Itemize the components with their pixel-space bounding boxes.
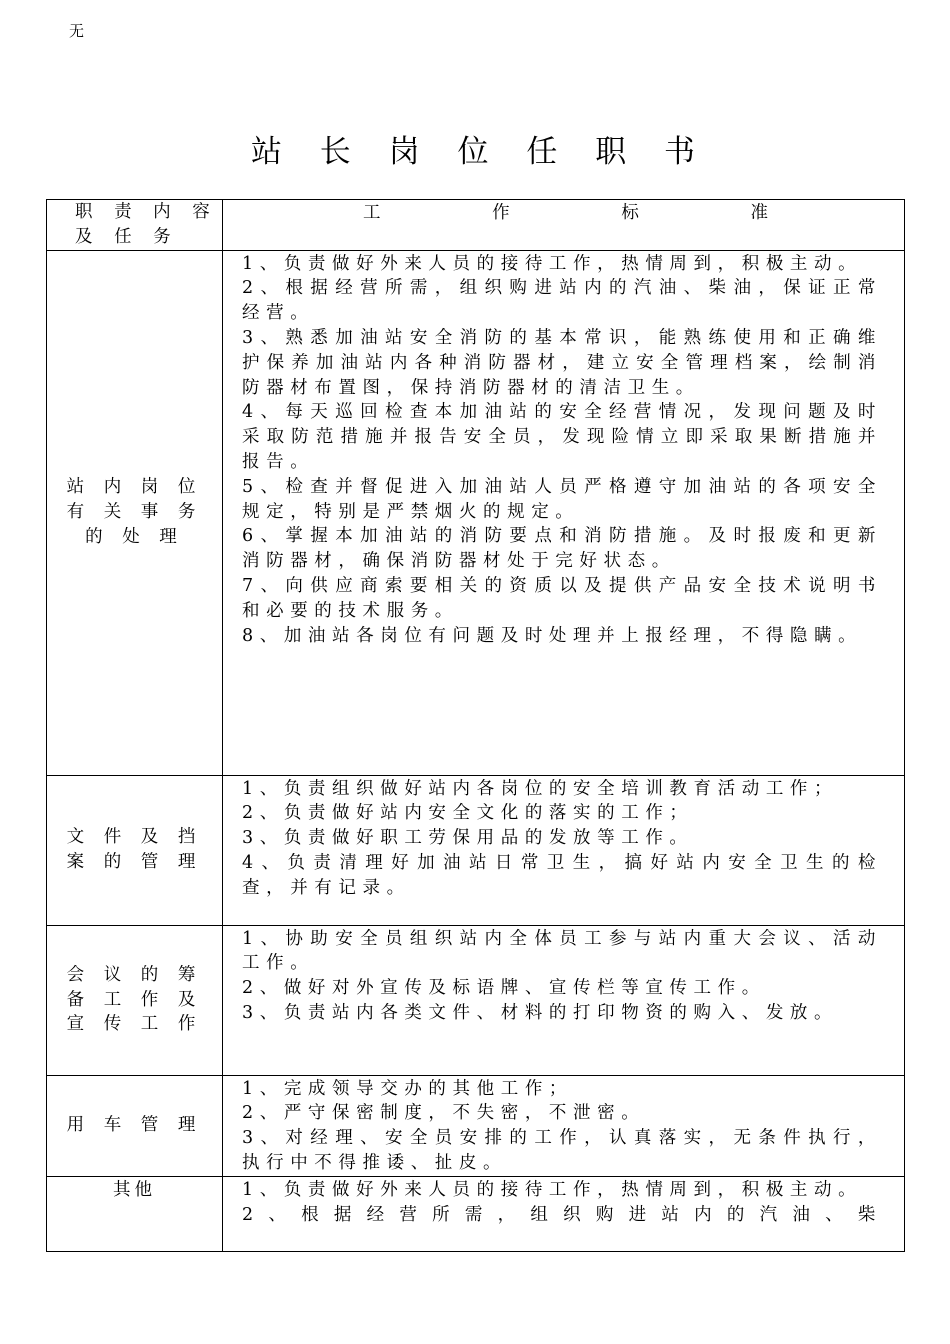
row-label-line: 用 车 管 理 — [66, 1115, 203, 1136]
duty-item: 2、根据经营所需，组织购进站内的汽油、柴油，保证正常经营。 — [242, 278, 882, 324]
row-label-line: 其他 — [113, 1179, 156, 1200]
duty-table — [46, 199, 905, 1252]
table-header-row — [47, 200, 905, 251]
row-label — [47, 1075, 223, 1176]
header-col1 — [47, 200, 223, 251]
header-col1-line: 职 责 内 容 — [75, 202, 218, 222]
duty-item: 1、负责做好外来人员的接待工作，热情周到，积极主动。 — [242, 1179, 863, 1200]
duty-item: 6、掌握本加油站的消防要点和消防措施。及时报废和更新消防器材，确保消防器材处于完好状态。 — [242, 526, 882, 572]
row-label-line: 会 议 的 筹 — [66, 964, 203, 985]
row-label-line: 备 工 作 及 — [66, 989, 203, 1010]
header-col2 — [223, 200, 905, 251]
row-label-line: 文 件 及 挡 — [66, 827, 203, 848]
duty-item: 2、做好对外宣传及标语牌、宣传栏等宣传工作。 — [242, 978, 766, 999]
table-row — [47, 250, 905, 775]
header-word: 标 — [621, 203, 639, 223]
table-row — [47, 775, 905, 925]
duty-item: 3、负责站内各类文件、材料的打印物资的购入、发放。 — [242, 1002, 839, 1023]
duty-item: 1、负责组织做好站内各岗位的安全培训教育活动工作； — [242, 778, 839, 799]
duty-item: 2、严守保密制度，不失密，不泄密。 — [242, 1103, 646, 1124]
duty-item: 3、负责做好职工劳保用品的发放等工作。 — [242, 828, 694, 849]
duty-item: 1、完成领导交办的其他工作； — [242, 1078, 574, 1099]
row-label-line: 宣 传 工 作 — [66, 1014, 203, 1035]
duty-item: 8、加油站各岗位有问题及时处理并上报经理，不得隐瞒。 — [242, 625, 863, 646]
header-word: 作 — [492, 203, 510, 223]
page-title: 站 长 岗 位 任 职 书 — [250, 134, 710, 170]
table-row — [47, 925, 905, 1075]
row-content — [223, 775, 905, 925]
duty-item: 2、根据经营所需，组织购进站内的汽油、柴 — [242, 1204, 882, 1225]
table-row — [47, 1176, 905, 1251]
row-content — [223, 925, 905, 1075]
row-label-line: 的 处 理 — [85, 526, 184, 547]
header-word: 准 — [750, 203, 768, 223]
duty-item: 3、熟悉加油站安全消防的基本常识，能熟练使用和正确维护保养加油站内各种消防器材，建立安全管理档案，绘制消防器材布置图，保持消防器材的清洁卫生。 — [242, 327, 882, 398]
row-content — [223, 250, 905, 775]
duty-item: 1、负责做好外来人员的接待工作，热情周到，积极主动。 — [242, 253, 863, 274]
duty-item: 2、负责做好站内安全文化的落实的工作； — [242, 803, 694, 824]
row-label — [47, 1176, 223, 1251]
row-label-line: 案 的 管 理 — [66, 852, 203, 873]
row-content — [223, 1075, 905, 1176]
row-label — [47, 925, 223, 1075]
duty-item: 3、对经理、安全员安排的工作，认真落实，无条件执行，执行中不得推诿、扯皮。 — [242, 1128, 882, 1173]
row-content — [223, 1176, 905, 1251]
row-label — [47, 775, 223, 925]
header-col1-line: 及 任 务 — [75, 226, 179, 247]
row-label — [47, 250, 223, 775]
row-label-line: 有 关 事 务 — [66, 502, 203, 523]
corner-mark: 无 — [69, 22, 85, 40]
duty-item: 5、检查并督促进入加油站人员严格遵守加油站的各项安全规定，特别是严禁烟火的规定。 — [242, 476, 882, 522]
duty-item: 4、每天巡回检查本加油站的安全经营情况，发现问题及时采取防范措施并报告安全员，发现险情立即采取果断措施并报告。 — [242, 402, 882, 472]
table-row — [47, 1075, 905, 1176]
row-label-line: 站 内 岗 位 — [66, 477, 203, 498]
duty-item: 4、负责清理好加油站日常卫生，搞好站内安全卫生的检查，并有记录。 — [242, 852, 882, 898]
duty-item: 1、协助安全员组织站内全体员工参与站内重大会议、活动工作。 — [242, 928, 882, 974]
header-word: 工 — [363, 203, 381, 223]
duty-item: 7、向供应商索要相关的资质以及提供产品安全技术说明书和必要的技术服务。 — [242, 575, 882, 621]
